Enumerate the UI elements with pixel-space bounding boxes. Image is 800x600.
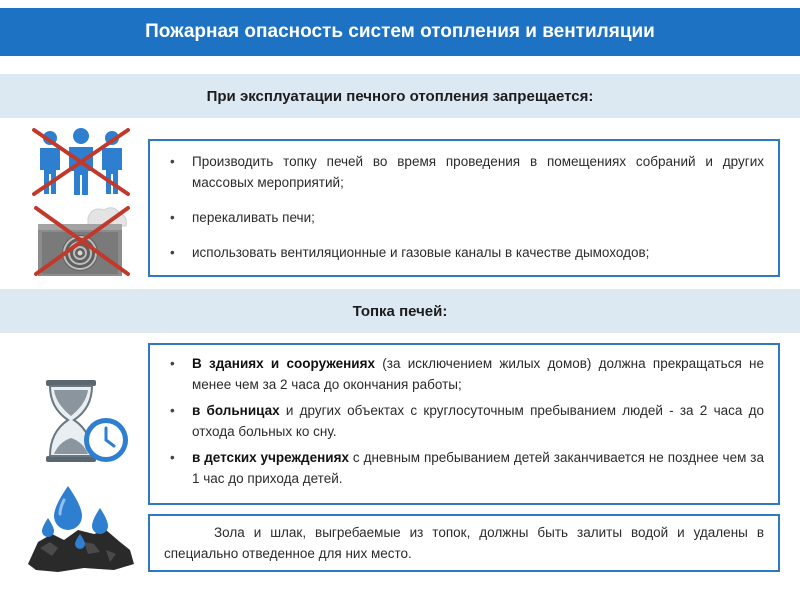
crossed-out-ventilation-icon <box>32 204 132 278</box>
ash-disposal-text: Зола и шлак, выгребаемые из топок, должны быть залиты водой и удалены в специально отведенное для них место. <box>164 525 764 561</box>
crossed-out-people-icon <box>28 126 134 198</box>
page-title: Пожарная опасность систем отопления и вентиляции <box>0 8 800 56</box>
list-item: • перекаливать печи; <box>170 207 764 228</box>
hourglass-clock-icon <box>40 376 132 466</box>
list-item: • в детских учреждениях с дневным пребыванием детей заканчивается не позднее чем за 1 час до прихода детей. <box>170 447 764 489</box>
list-item: • в больницах и других объектах с круглосуточным пребыванием людей - за 2 часа до отхода больных ко сну. <box>170 400 764 442</box>
list-item: • В зданиях и сооружениях (за исключением жилых домов) должна прекращаться не менее чем за 2 часа до окончания работы; <box>170 353 764 395</box>
list-item: • Производить топку печей во время проведения в помещениях собраний и других массовых мероприятий; <box>170 151 764 193</box>
section2-heading: Топка печей: <box>0 289 800 333</box>
stove-firing-box <box>148 343 780 505</box>
list-item: • использовать вентиляционные и газовые каналы в качестве дымоходов; <box>170 242 764 263</box>
prohibitions-box <box>148 139 780 277</box>
section1-heading: При эксплуатации печного отопления запрещается: <box>0 74 800 118</box>
ash-water-drops-icon <box>24 484 136 576</box>
ash-disposal-box <box>148 514 780 572</box>
